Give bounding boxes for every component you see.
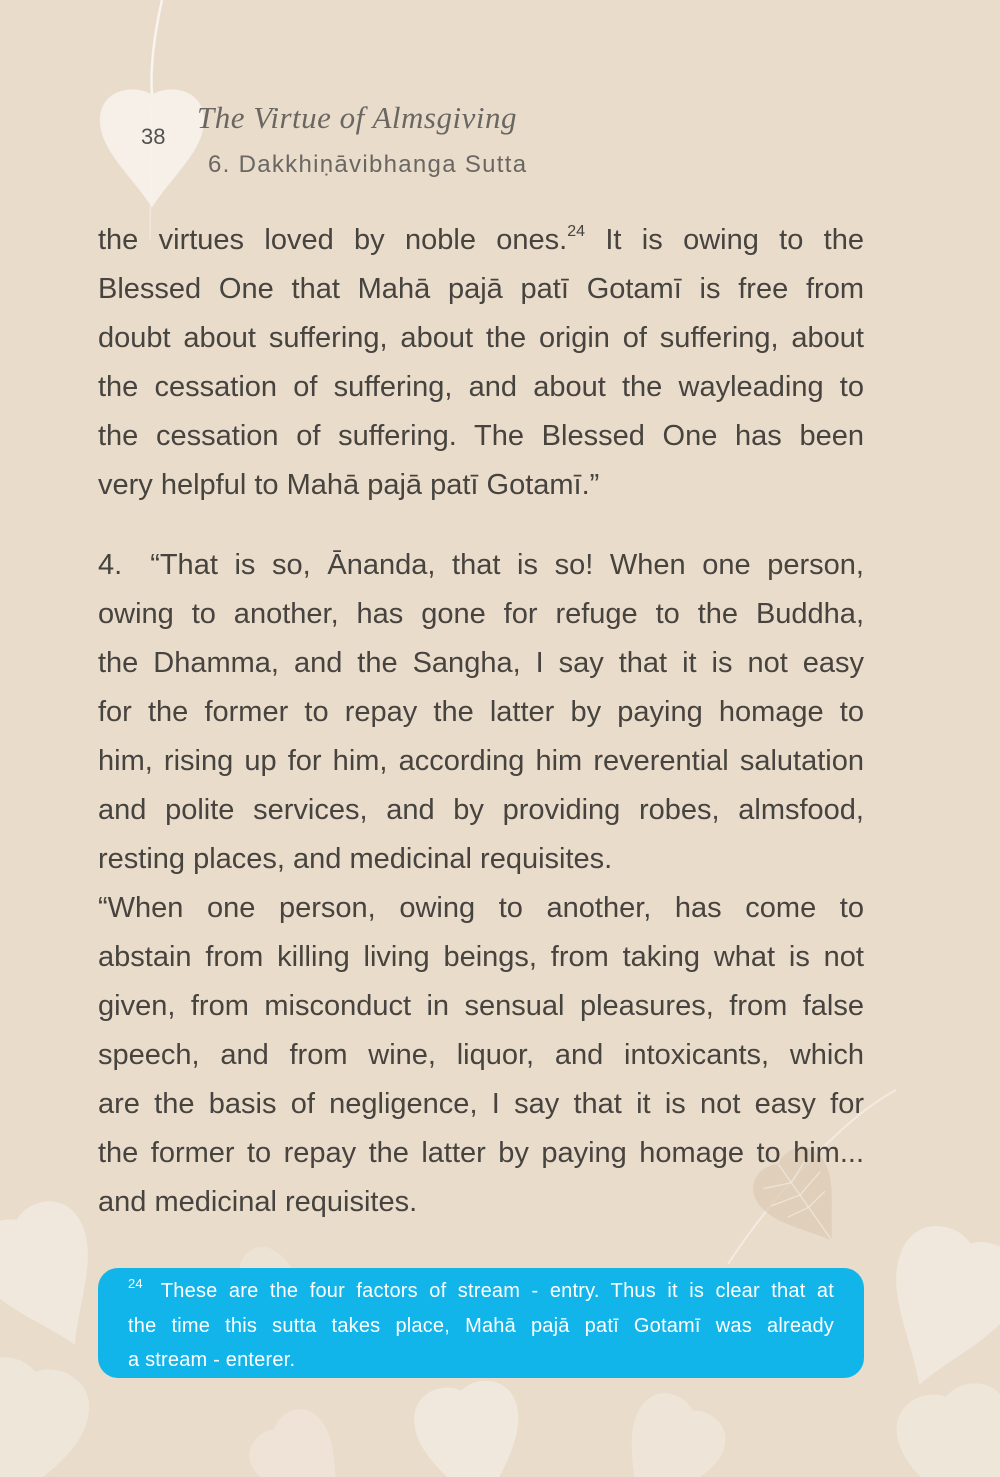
bodhi-leaf-icon	[596, 1383, 736, 1477]
text-line	[98, 216, 864, 265]
text-line: given, from misconduct in sensual pleasures, from false	[98, 990, 864, 1022]
footnote-line: the time this sutta takes place, Mahā pajā patī Gotamī was already	[128, 1314, 834, 1337]
text-line: Blessed One that Mahā pajā patī Gotamī is free from	[98, 273, 864, 305]
bodhi-leaf-icon	[409, 1376, 534, 1477]
paragraph	[98, 216, 864, 510]
paragraph	[98, 541, 864, 884]
text-line: for the former to repay the latter by paying homage to	[98, 696, 864, 728]
bodhi-leaf-icon	[0, 1349, 98, 1477]
text-line: him, rising up for him, according him reverential salutation	[98, 745, 864, 777]
paragraph	[98, 884, 864, 1227]
text-line: the cessation of suffering, and about the wayleading to	[98, 371, 864, 403]
text-line: resting places, and medicinal requisites.	[98, 843, 613, 875]
running-subtitle: 6. Dakkhiṇāvibhanga Sutta	[208, 151, 528, 178]
footnote-box	[98, 1268, 864, 1378]
text-line: very helpful to Mahā pajā patī Gotamī.”	[98, 469, 600, 501]
text-segment: It is owing to the	[605, 224, 864, 256]
footnote-reference: 24	[567, 223, 586, 240]
text-line: owing to another, has gone for refuge to the Buddha,	[98, 598, 864, 630]
bodhi-leaf-icon	[889, 1375, 1000, 1477]
text-line	[98, 541, 864, 590]
running-title: The Virtue of Almsgiving	[197, 100, 517, 135]
text-segment: These are the four factors of stream - entry. Thus it is clear that at	[160, 1280, 834, 1302]
text-line: are the basis of negligence, I say that it is not easy for	[98, 1088, 864, 1120]
text-line: doubt about suffering, about the origin of suffering, about	[98, 322, 864, 354]
footnote-line: 24 These are the four factors of stream - entry. Thus it is clear that at	[128, 1276, 834, 1302]
text-line: abstain from killing living beings, from taking what is not	[98, 941, 864, 973]
bodhi-leaf-icon	[860, 1215, 1000, 1406]
text-segment: “That is so, Ānanda, that is so! When one person,	[150, 549, 864, 581]
footnote-line: a stream - enterer.	[128, 1349, 296, 1371]
text-line: and medicinal requisites.	[98, 1186, 418, 1218]
paragraph-number: 4.	[98, 549, 123, 581]
page-number: 38	[141, 124, 166, 149]
leaf-stem	[151, 0, 162, 95]
text-line: speech, and from wine, liquor, and intoxicants, which	[98, 1039, 864, 1071]
text-segment: the virtues loved by noble ones.	[98, 224, 568, 256]
text-line: and polite services, and by providing robes, almsfood,	[98, 794, 864, 826]
body-text	[98, 216, 864, 1227]
text-line: the former to repay the latter by paying homage to him...	[98, 1137, 864, 1169]
text-line: “When one person, owing to another, has come to	[98, 892, 864, 924]
text-line: the Dhamma, and the Sangha, I say that it is not easy	[98, 647, 864, 679]
text-line: the cessation of suffering. The Blessed One has been	[98, 420, 864, 452]
bodhi-leaf-icon	[239, 1399, 370, 1477]
